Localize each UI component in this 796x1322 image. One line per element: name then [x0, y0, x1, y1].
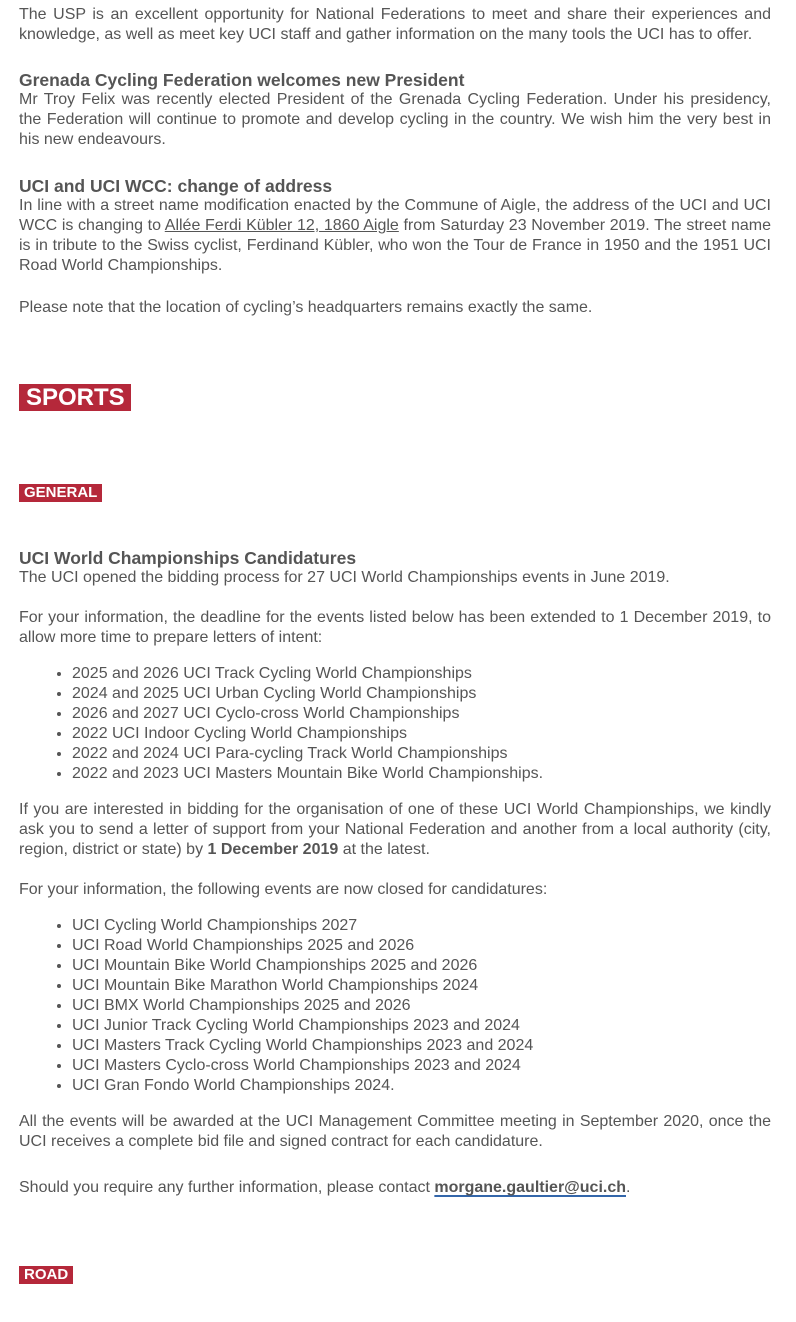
contact-text-before: Should you require any further information, please contact — [19, 1179, 435, 1196]
intro-text: The USP is an excellent opportunity for National Federations to meet and share their experiences and knowledge, as well as meet key UCI staff and gather information on the many tools the UCI has to offer. — [19, 6, 771, 43]
address-text-before: In line with a street name modification enacted by the Commune of Aigle, the address of the UCI and UCI WCC is changing to — [19, 197, 771, 234]
candidatures-heading: UCI World Championships Candidatures — [19, 548, 357, 568]
list-item: • 2022 and 2023 UCI Masters Mountain Bike World Championships. — [72, 764, 771, 784]
list-item: • 2022 and 2024 UCI Para-cycling Track World Championships — [72, 744, 771, 764]
list-item: • UCI Cycling World Championships 2027 — [72, 916, 771, 936]
list-item: • 2026 and 2027 UCI Cyclo-cross World Championships — [72, 704, 771, 724]
candidatures-section — [19, 548, 771, 1198]
list-item: • UCI Mountain Bike Marathon World Championships 2024 — [72, 976, 771, 996]
closed-events-list — [19, 916, 771, 1096]
list-item: • UCI Masters Cyclo-cross World Championships 2023 and 2024 — [72, 1056, 771, 1076]
address-note: Please note that the location of cycling’s headquarters remains exactly the same. — [19, 299, 593, 316]
contact-email-link[interactable]: morgane.gaultier@uci.ch — [434, 1179, 626, 1196]
closed-text: For your information, the following events are now closed for candidatures: — [19, 881, 548, 898]
address-text-after: from Saturday 23 November 2019. The street name is in tribute to the Swiss cyclist, Ferdinand Kübler, who won the Tour de France in 1950 and the 1951 UCI Road World Championships. — [19, 217, 772, 274]
sports-label: SPORTS — [19, 384, 131, 411]
bid-text — [19, 800, 771, 860]
list-item: • 2024 and 2025 UCI Urban Cycling World Championships — [72, 684, 771, 704]
deadline-text: For your information, the deadline for the events listed below has been extended to 1 December 2019, to allow more time to prepare letters of intent: — [19, 609, 771, 646]
address-heading: UCI and UCI WCC: change of address — [19, 176, 333, 196]
list-item: • UCI Gran Fondo World Championships 2024. — [72, 1076, 771, 1096]
intro-section — [19, 5, 771, 45]
address-link[interactable]: Allée Ferdi Kübler 12, 1860 Aigle — [164, 217, 399, 234]
road-label: ROAD — [19, 1266, 73, 1284]
award-text: All the events will be awarded at the UCI Management Committee meeting in September 2020, once the UCI receives a complete bid file and signed contract for each candidature. — [19, 1113, 771, 1150]
bid-text-after: at the latest. — [338, 841, 430, 858]
grenada-text: Mr Troy Felix was recently elected President of the Grenada Cycling Federation. Under his presidency, the Federation will continue to promote and develop cycling in the country. We wish him the very best in his new endeavours. — [19, 91, 771, 148]
list-item: • UCI Mountain Bike World Championships 2025 and 2026 — [72, 956, 771, 976]
contact-text — [19, 1178, 771, 1198]
extended-events-list — [19, 664, 771, 784]
list-item: • 2025 and 2026 UCI Track Cycling World Championships — [72, 664, 771, 684]
list-item: • UCI Road World Championships 2025 and 2026 — [72, 936, 771, 956]
list-item: • UCI Junior Track Cycling World Championships 2023 and 2024 — [72, 1016, 771, 1036]
list-item: • UCI BMX World Championships 2025 and 2026 — [72, 996, 771, 1016]
bid-text-before: If you are interested in bidding for the organisation of one of these UCI World Championships, we kindly ask you to send a letter of support from your National Federation and another from a local authority (city, region, district or state) by — [19, 801, 771, 858]
list-item: • 2022 UCI Indoor Cycling World Championships — [72, 724, 771, 744]
general-label: GENERAL — [19, 484, 102, 502]
grenada-heading: Grenada Cycling Federation welcomes new President — [19, 70, 465, 90]
address-text — [19, 196, 771, 276]
grenada-section — [19, 70, 771, 150]
list-item: • UCI Masters Track Cycling World Championships 2023 and 2024 — [72, 1036, 771, 1056]
address-section — [19, 176, 771, 318]
contact-text-after: . — [626, 1179, 631, 1196]
bid-deadline: 1 December 2019 — [207, 841, 339, 858]
candidatures-intro: The UCI opened the bidding process for 27 UCI World Championships events in June 2019. — [19, 569, 670, 586]
